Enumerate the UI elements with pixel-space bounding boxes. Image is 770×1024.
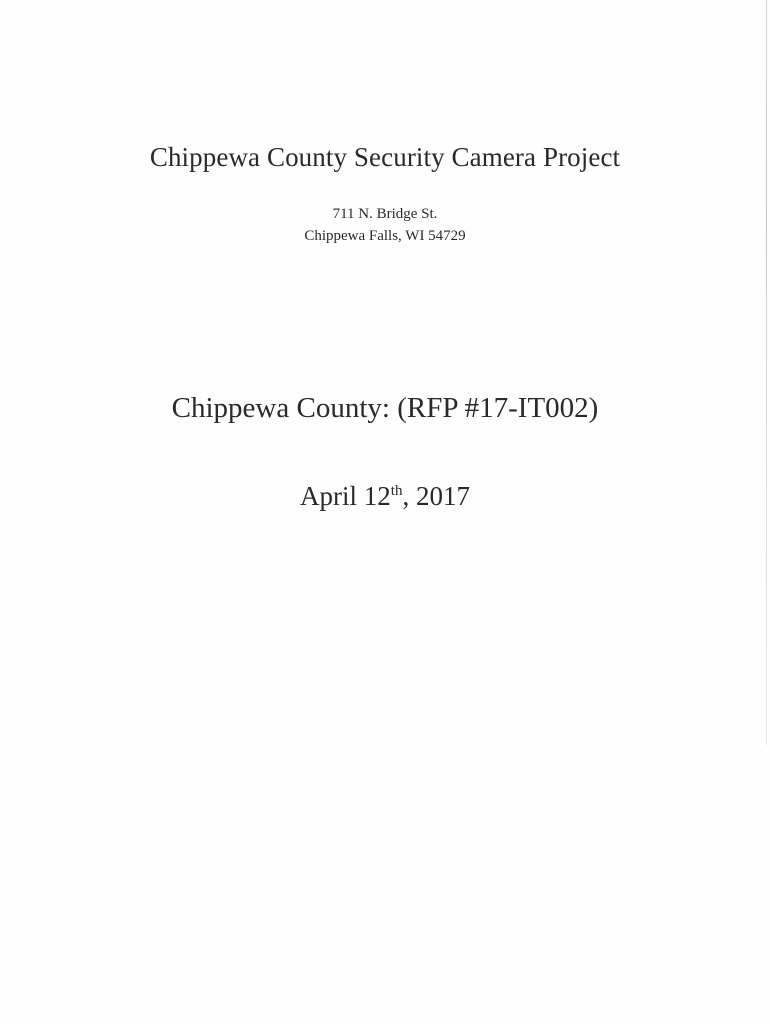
date-year: , 2017 (402, 481, 470, 511)
date-month-day: April 12 (300, 481, 391, 511)
rfp-heading: Chippewa County: (RFP #17-IT002) (171, 392, 599, 424)
scan-edge-line (766, 0, 767, 745)
address-line-2: Chippewa Falls, WI 54729 (304, 228, 466, 244)
address-block (0, 203, 770, 247)
document-title: Chippewa County Security Camera Project (149, 142, 621, 172)
date-ordinal-suffix: th (390, 483, 403, 499)
address-line-1: 711 N. Bridge St. (332, 206, 438, 222)
document-date (0, 481, 770, 512)
